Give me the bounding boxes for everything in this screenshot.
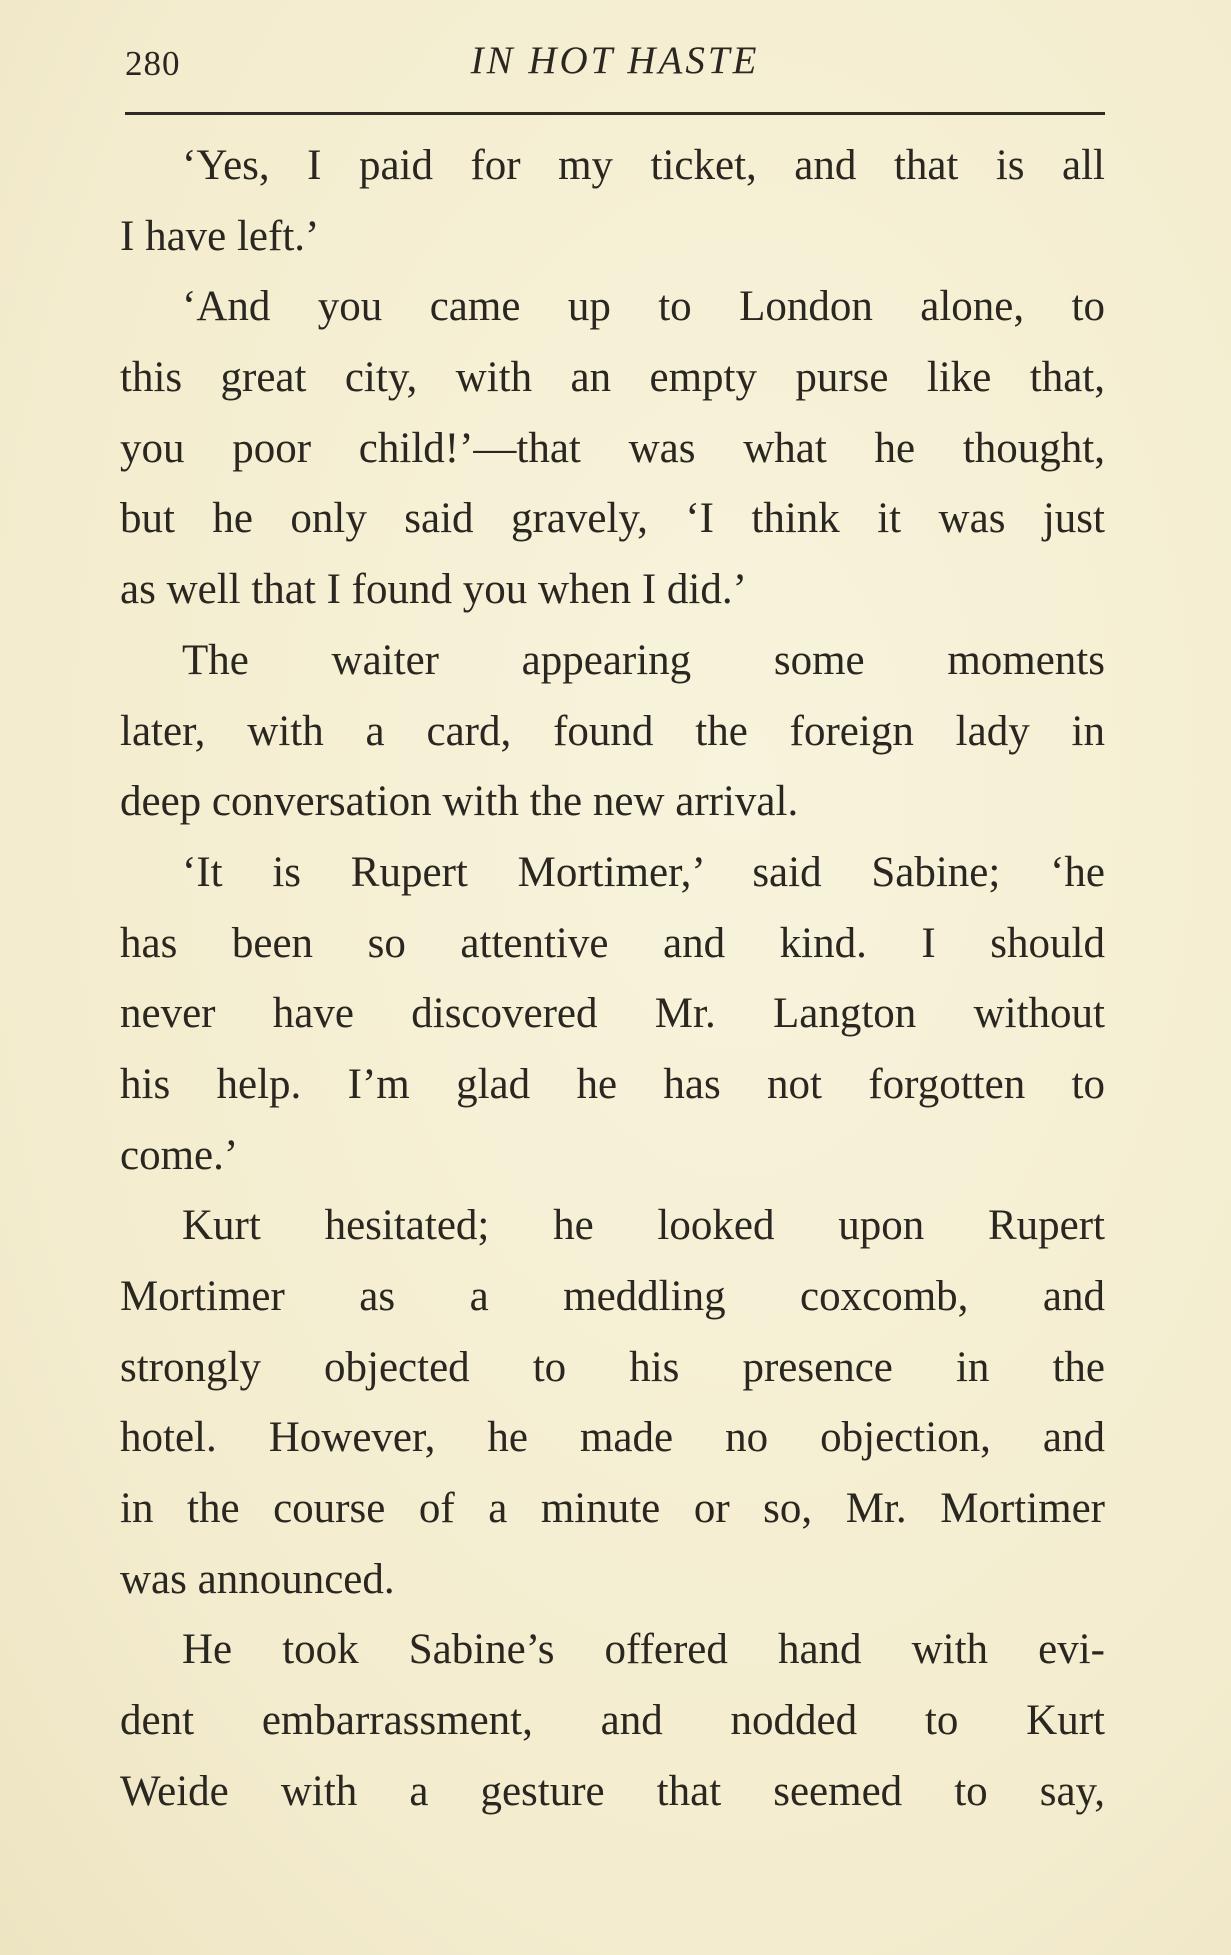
text-line: never have discovered Mr. Langton without bbox=[120, 991, 1105, 1038]
text-line: in the course of a minute or so, Mr. Mortimer bbox=[120, 1486, 1105, 1533]
text-line: ‘It is Rupert Mortimer,’ said Sabine; ‘he bbox=[182, 849, 1105, 896]
header-rule bbox=[125, 112, 1105, 115]
text-line: his help. I’m glad he has not forgotten to bbox=[120, 1061, 1105, 1108]
text-line: come.’ bbox=[120, 1132, 239, 1179]
text-line: this great city, with an empty purse like that, bbox=[120, 355, 1105, 402]
running-title: IN HOT HASTE bbox=[470, 39, 760, 82]
text-line: Kurt hesitated; he looked upon Rupert bbox=[182, 1203, 1105, 1250]
text-line: I have left.’ bbox=[120, 213, 320, 260]
page-number: 280 bbox=[125, 44, 181, 83]
text-line: was announced. bbox=[120, 1556, 395, 1603]
text-line: strongly objected to his presence in the bbox=[120, 1344, 1105, 1391]
text-line: The waiter appearing some moments bbox=[182, 637, 1105, 684]
text-line: dent embarrassment, and nodded to Kurt bbox=[120, 1698, 1105, 1745]
text-line: Weide with a gesture that seemed to say, bbox=[120, 1768, 1105, 1815]
text-line: but he only said gravely, ‘I think it was just bbox=[120, 496, 1105, 543]
text-line: later, with a card, found the foreign lady in bbox=[120, 708, 1105, 755]
text-line: has been so attentive and kind. I should bbox=[120, 920, 1105, 967]
text-line: as well that I found you when I did.’ bbox=[120, 567, 747, 614]
text-line: ‘Yes, I paid for my ticket, and that is all bbox=[182, 143, 1105, 189]
body-text bbox=[120, 143, 1105, 1840]
text-line: hotel. However, he made no objection, and bbox=[120, 1415, 1105, 1462]
running-head bbox=[125, 38, 1105, 88]
text-line: ‘And you came up to London alone, to bbox=[182, 284, 1105, 331]
text-line: you poor child!’—that was what he thought, bbox=[120, 425, 1105, 472]
text-line: He took Sabine’s offered hand with evi- bbox=[182, 1627, 1105, 1674]
text-line: Mortimer as a meddling coxcomb, and bbox=[120, 1274, 1105, 1320]
text-line: deep conversation with the new arrival. bbox=[120, 779, 799, 826]
